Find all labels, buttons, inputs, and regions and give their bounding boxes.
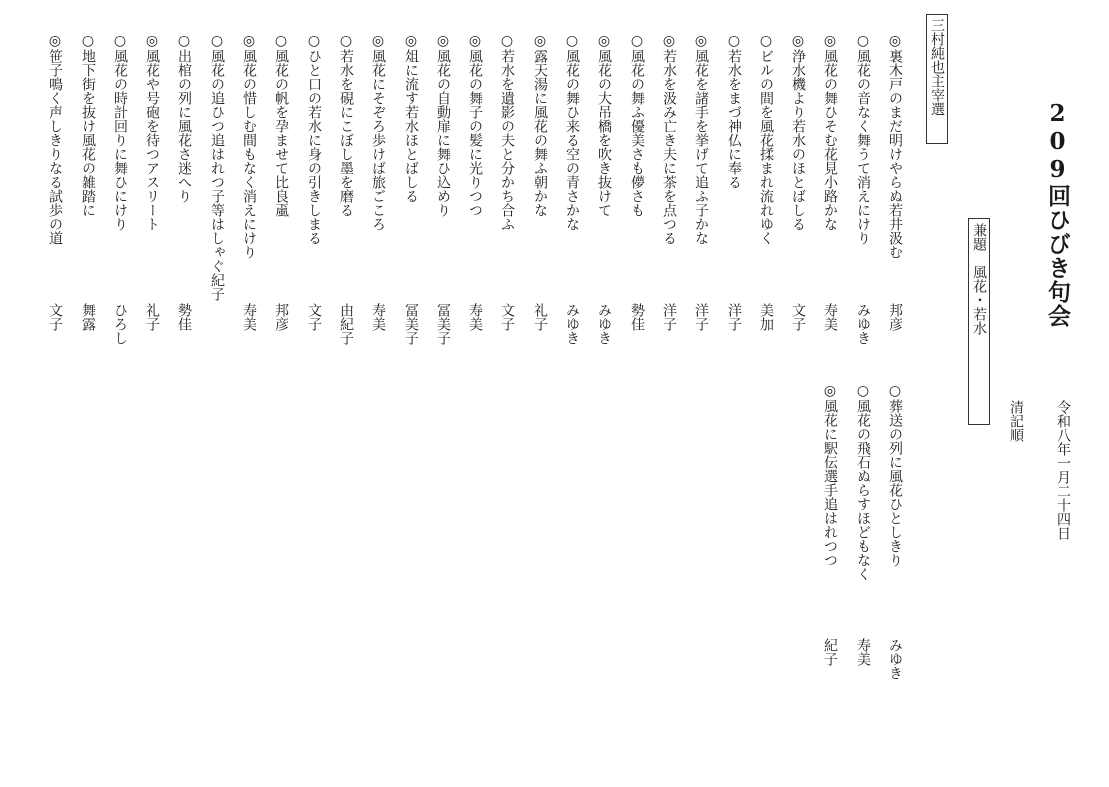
haiku-text: ○風花の追ひつ追はれつ子等はしゃぐ紀子 [209,33,225,301]
haiku-text: ◎露天湯に風花の舞ふ朝かな [532,33,548,217]
haiku-author: 寿美 [855,638,871,666]
haiku-text: ◎風花に駅伝選手追はれつつ [822,383,838,567]
haiku-author: 寿美 [822,303,838,331]
haiku-text: ◎風花を諸手を挙げて追ふ子かな [693,33,709,245]
haiku-text: ○風花の舞ひ来る空の青さかな [564,33,580,231]
page-title: 209回ひびき句会 [1044,100,1071,328]
haiku-author: 文子 [499,303,515,331]
haiku-author: 洋子 [726,303,742,331]
haiku-text: ◎風花の舞子の髪に光りつつ [467,33,483,217]
haiku-author: 文子 [790,303,806,331]
haiku-text: ○ビルの間を風花揉まれ流れゆく [758,33,774,245]
haiku-author: 寿美 [370,303,386,331]
haiku-text: ◎風花の惜しむ間もなく消えにけり [241,33,257,259]
haiku-text: ○ひと口の若水に身の引きしまる [306,33,322,245]
theme-box [968,218,990,425]
haiku-text: ◎裏木戸のまだ明けやらぬ若井汲む [887,33,903,259]
haiku-author: 洋子 [661,303,677,331]
selector-box [926,14,948,144]
order-note: 清記順 [1008,400,1024,442]
haiku-author: 邦彦 [273,303,289,331]
haiku-author: 勢佳 [176,303,192,331]
haiku-author: 勢佳 [629,303,645,331]
haiku-author: 由紀子 [338,303,354,345]
theme-label: 兼題 風花・若水 [971,223,987,335]
haiku-author: 礼子 [532,303,548,331]
haiku-author: 美加 [758,303,774,331]
haiku-text: ◎風花にそぞろ歩けば旅ごころ [370,33,386,231]
haiku-author: 冨美子 [435,303,451,345]
haiku-author: みゆき [887,638,903,680]
haiku-text: ○出棺の列に風花さ迷へり [176,33,192,203]
haiku-text: ○風花の舞ふ優美さも儚さも [629,33,645,217]
haiku-author: 邦彦 [887,303,903,331]
haiku-author: 寿美 [467,303,483,331]
haiku-author: みゆき [564,303,580,345]
haiku-text: ◎若水を汲み亡き夫に茶を点つる [661,33,677,245]
haiku-text: ○葬送の列に風花ひとしきり [887,383,903,567]
haiku-text: ○若水を硯にこぼし墨を磨る [338,33,354,217]
haiku-author: ひろし [112,303,128,345]
haiku-text: ○若水を遺影の夫と分かち合ふ [499,33,515,231]
haiku-text: ○風花の時計回りに舞ひにけり [112,33,128,231]
haiku-text: ○風花の飛石ぬらすほどもなく [855,383,871,581]
haiku-text: ◎風花の舞ひそむ花見小路かな [822,33,838,231]
date-line: 令和八年一月二十四日 [1055,400,1071,540]
haiku-text: ◎風花や号砲を待つアスリート [144,33,160,231]
haiku-text: ◎風花の自動扉に舞ひ込めり [435,33,451,217]
haiku-text: ○地下街を抜け風花の雑踏に [80,33,96,217]
haiku-author: 舞露 [80,303,96,331]
haiku-text: ◎風花の大吊橋を吹き抜けて [596,33,612,217]
haiku-text: ◎浄水機より若水のほとばしる [790,33,806,231]
haiku-author: 洋子 [693,303,709,331]
haiku-text: ○風花の帆を孕ませて比良颪 [273,33,289,217]
haiku-author: 冨美子 [403,303,419,345]
haiku-author: 紀子 [822,638,838,666]
haiku-author: みゆき [596,303,612,345]
haiku-author: 礼子 [144,303,160,331]
haiku-author: 寿美 [241,303,257,331]
haiku-text: ◎笹子鳴く声しきりなる試歩の道 [47,33,63,245]
haiku-text: ○風花の音なく舞うて消えにけり [855,33,871,245]
haiku-text: ◎俎に流す若水ほとばしる [403,33,419,203]
haiku-text: ○若水をまづ神仏に奉る [726,33,742,189]
haiku-author: みゆき [855,303,871,345]
haiku-author: 文子 [306,303,322,331]
selector-label: 三村純也主宰選 [929,18,945,116]
haiku-author: 文子 [47,303,63,331]
